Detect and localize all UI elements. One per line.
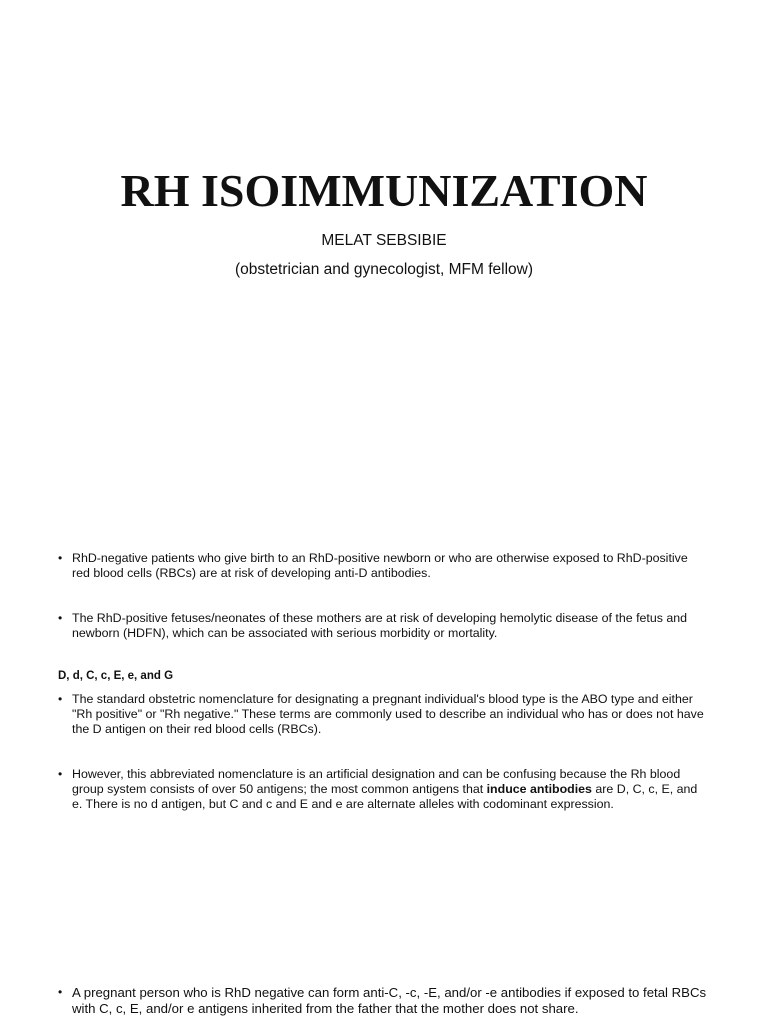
- bullet-text: The RhD-positive fetuses/neonates of these mothers are at risk of developing hemolytic disease of the fetus and newborn (HDFN), which can be associated with serious morbidity or mortality.: [72, 611, 688, 640]
- bullet-marker: •: [58, 767, 63, 781]
- bullet-marker: •: [58, 692, 63, 706]
- bullet-text-end: are D, C, c, E, and e. There is no d antigen, but C and c and E and e are alternate alleles with codominant expression.: [72, 782, 698, 811]
- bullet-text-start: However, this abbreviated nomenclature is an artificial designation and can be confusing because the Rh blood group system consists of over 50 antigens; the most common antigens that: [72, 767, 681, 796]
- bullet-item: [58, 611, 708, 641]
- bullet-text: A pregnant person who is RhD negative can form anti-C, -c, -E, and/or -e antibodies if exposed to fetal RBCs with C, c, E, and/or e antigens inherited from the father that the mother does not share.: [72, 985, 707, 1016]
- bullet-item: [58, 692, 708, 737]
- bullet-text: The standard obstetric nomenclature for designating a pregnant individual's blood type is the ABO type and either "Rh positive" or "Rh negative." These terms are commonly used to describe an individual who has or does not have the D antigen on their red blood cells (RBCs).: [72, 692, 704, 736]
- bullet-marker: •: [58, 611, 63, 625]
- bullet-text: RhD-negative patients who give birth to an RhD-positive newborn or who are otherwise exposed to RhD-positive red blood cells (RBCs) are at risk of developing anti-D antibodies.: [72, 551, 688, 580]
- bullet-item: [58, 551, 708, 581]
- bullet-item: [58, 985, 708, 1017]
- section-heading: D, d, C, c, E, e, and G: [58, 670, 174, 682]
- author-role: (obstetrician and gynecologist, MFM fellow): [234, 261, 534, 278]
- bullet-marker: •: [58, 551, 63, 565]
- slide-title: RH ISOIMMUNIZATION: [120, 165, 648, 216]
- bullet-item: [58, 767, 708, 812]
- author-name: MELAT SEBSIBIE: [321, 232, 447, 249]
- bullet-text-emphasis: induce antibodies: [486, 782, 592, 796]
- bullet-marker: •: [58, 985, 63, 999]
- bullet-text: [72, 767, 708, 812]
